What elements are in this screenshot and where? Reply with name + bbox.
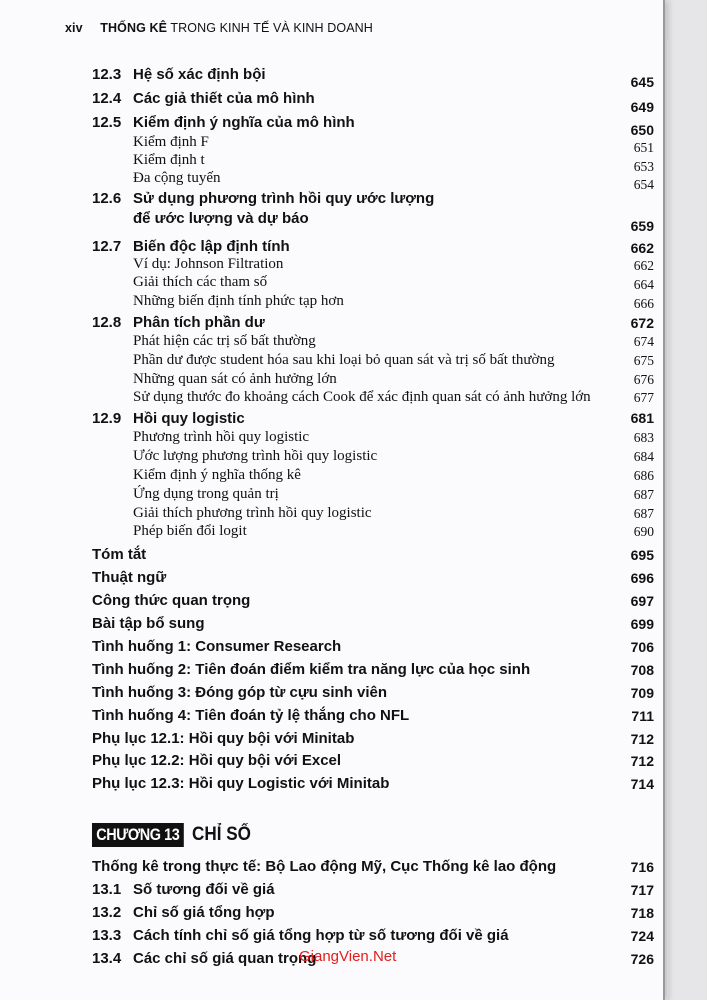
entry-page-number: 681: [630, 410, 654, 426]
entry-page-number: 714: [630, 776, 654, 792]
toc-entry: [92, 904, 654, 924]
toc-entry: [92, 592, 654, 612]
entry-page-number: 684: [633, 449, 654, 464]
entry-page-number: 676: [633, 372, 654, 387]
toc-entry: [92, 389, 654, 409]
book-title-bold: THỐNG KÊ: [100, 21, 168, 35]
entry-page-number: 709: [630, 685, 654, 701]
entry-page-number: 687: [633, 487, 654, 502]
toc-entry: [92, 684, 654, 704]
entry-page-number: 687: [633, 506, 654, 521]
toc-entry: [92, 152, 654, 172]
entry-title: Tóm tắt: [92, 546, 147, 563]
entry-title: để ước lượng và dự báo: [133, 210, 309, 227]
page-number: xiv: [65, 21, 83, 35]
entry-title: Những quan sát có ảnh hưởng lớn: [133, 371, 337, 387]
entry-page-number: 716: [630, 859, 654, 875]
entry-title: Phụ lục 12.2: Hồi quy bội với Excel: [92, 752, 342, 769]
book-title-rest: TRONG KINH TẾ VÀ KINH DOANH: [170, 21, 373, 35]
toc-entry: [92, 293, 654, 313]
entry-page-number: 712: [630, 753, 654, 769]
section-number: 12.7: [92, 238, 122, 255]
toc-entry: [92, 90, 654, 115]
entry-title: Sử dụng thước đo khoảng cách Cook để xác định quan sát có ảnh hưởng lớn: [133, 389, 591, 405]
toc-entry: [92, 775, 654, 795]
entry-page-number: 662: [633, 258, 654, 273]
entry-page-number: 686: [633, 468, 654, 483]
entry-page-number: 675: [633, 353, 654, 368]
toc-entry: [92, 410, 654, 430]
toc-entry: [92, 486, 654, 506]
entry-page-number: 726: [630, 951, 654, 967]
section-number: 13.4: [92, 950, 122, 967]
toc-entry: [92, 256, 654, 276]
section-number: 12.6: [92, 190, 122, 207]
toc-entry: [92, 546, 654, 566]
section-number: 12.5: [92, 114, 122, 131]
toc-entry: [92, 523, 654, 543]
entry-page-number: 696: [630, 570, 654, 586]
entry-title: Phần dư được student hóa sau khi loại bỏ quan sát và trị số bất thường: [133, 352, 555, 368]
section-number: 13.3: [92, 927, 122, 944]
entry-page-number: 649: [630, 99, 654, 115]
entry-title: Hệ số xác định bội: [133, 66, 266, 83]
entry-title: Thuật ngữ: [92, 569, 167, 586]
toc-entry: [92, 170, 654, 190]
entry-title: Tình huống 2: Tiên đoán điểm kiểm tra năng lực của học sinh: [92, 661, 531, 678]
entry-page-number: 677: [633, 390, 654, 405]
toc-entry: [92, 707, 654, 727]
chapter-title: CHỈ SỐ: [191, 824, 251, 845]
entry-title: Tình huống 3: Đóng góp từ cựu sinh viên: [92, 684, 388, 701]
entry-title: Hồi quy logistic: [133, 410, 245, 427]
entry-title: Các chỉ số giá quan trọng: [133, 950, 317, 967]
toc-entry: [92, 190, 654, 210]
entry-title: Sử dụng phương trình hồi quy ước lượng: [133, 190, 435, 207]
section-number: 12.4: [92, 90, 122, 107]
entry-title: Ước lượng phương trình hồi quy logistic: [133, 448, 378, 464]
entry-title: Số tương đối về giá: [133, 881, 275, 898]
entry-title: Biến độc lập định tính: [133, 238, 290, 255]
entry-title: Bài tập bổ sung: [92, 615, 205, 632]
entry-title: Kiểm định ý nghĩa của mô hình: [133, 114, 355, 131]
toc-entry: [92, 569, 654, 589]
toc-entry: [92, 314, 654, 334]
section-number: 12.8: [92, 314, 122, 331]
entry-page-number: 651: [633, 140, 654, 155]
entry-page-number: 666: [633, 296, 654, 311]
toc-entry: [92, 752, 654, 772]
entry-page-number: 654: [633, 177, 654, 192]
entry-title: Phân tích phần dư: [133, 314, 265, 331]
toc-entry: [92, 615, 654, 635]
entry-page-number: 706: [630, 639, 654, 655]
entry-page-number: 683: [633, 430, 654, 445]
entry-title: Phát hiện các trị số bất thường: [133, 333, 316, 349]
entry-title: Tình huống 1: Consumer Research: [92, 638, 342, 655]
entry-page-number: 699: [630, 616, 654, 632]
entry-page-number: 724: [630, 928, 654, 944]
toc-entry: [92, 927, 654, 947]
section-number: 12.3: [92, 66, 122, 83]
toc-entry: [92, 333, 654, 353]
entry-page-number: 708: [630, 662, 654, 678]
section-number: 12.9: [92, 410, 122, 427]
entry-title: Phương trình hồi quy logistic: [133, 429, 310, 445]
section-number: 13.1: [92, 881, 122, 898]
entry-title: Các giả thiết của mô hình: [133, 90, 315, 107]
entry-title: Những biến định tính phức tạp hơn: [133, 293, 344, 309]
toc-entry: [92, 66, 654, 90]
entry-page-number: 690: [633, 524, 654, 539]
entry-page-number: 674: [633, 334, 654, 349]
entry-title: Kiểm định t: [133, 152, 205, 168]
entry-page-number: 653: [633, 159, 654, 174]
toc-entry: [92, 210, 654, 234]
entry-page-number: 650: [630, 122, 654, 138]
entry-title: Ứng dụng trong quản trị: [133, 486, 279, 502]
entry-title: Phụ lục 12.3: Hồi quy Logistic với Minitab: [92, 775, 390, 792]
entry-page-number: 659: [630, 218, 654, 234]
entry-title: Ví dụ: Johnson Filtration: [133, 256, 284, 272]
toc-entry: [92, 238, 654, 258]
entry-title: Tình huống 4: Tiên đoán tỷ lệ thắng cho NFL: [92, 707, 410, 724]
toc-entry: [92, 274, 654, 294]
entry-page-number: 697: [630, 593, 654, 609]
entry-title: Chỉ số giá tổng hợp: [133, 904, 275, 921]
toc-entry: [92, 638, 654, 658]
toc-entry: [92, 730, 654, 750]
entry-page-number: 718: [630, 905, 654, 921]
watermark: GiangVien.Net: [299, 948, 397, 965]
entry-page-number: 712: [630, 731, 654, 747]
toc-entry: [92, 467, 654, 487]
running-head: [65, 21, 373, 35]
toc-entry: [92, 661, 654, 681]
entry-title: Phép biến đổi logit: [133, 523, 247, 539]
entry-page-number: 662: [630, 240, 654, 256]
toc-entry: [92, 429, 654, 449]
section-number: 13.2: [92, 904, 122, 921]
toc-entry: [92, 448, 654, 468]
entry-page-number: 672: [630, 315, 654, 331]
entry-title: Đa cộng tuyến: [133, 170, 221, 186]
toc-entry: [92, 134, 654, 154]
entry-page-number: 711: [631, 708, 654, 724]
entry-page-number: 717: [630, 882, 654, 898]
entry-title: Phụ lục 12.1: Hồi quy bội với Minitab: [92, 730, 355, 747]
toc-entry: [92, 858, 654, 878]
entry-title: Kiểm định ý nghĩa thống kê: [133, 467, 301, 483]
entry-title: Cách tính chỉ số giá tổng hợp từ số tương đối về giá: [133, 927, 509, 944]
entry-page-number: 695: [630, 547, 654, 563]
toc-entry: [92, 352, 654, 372]
entry-title: Kiểm định F: [133, 134, 209, 150]
entry-title: Giải thích các tham số: [133, 274, 268, 290]
entry-page-number: 645: [630, 74, 654, 90]
entry-title: Thống kê trong thực tế: Bộ Lao động Mỹ, Cục Thống kê lao động: [92, 858, 557, 875]
toc-entry: [92, 114, 654, 138]
toc-entry: [92, 371, 654, 391]
toc-entry: [92, 505, 654, 525]
page-edge: [667, 40, 670, 1000]
entry-title: Giải thích phương trình hồi quy logistic: [133, 505, 372, 521]
chapter-heading: [92, 822, 257, 848]
toc-entry: [92, 881, 654, 901]
entry-page-number: 664: [633, 277, 654, 292]
chapter-badge: CHƯƠNG 13: [92, 823, 184, 847]
entry-title: Công thức quan trọng: [92, 592, 251, 609]
